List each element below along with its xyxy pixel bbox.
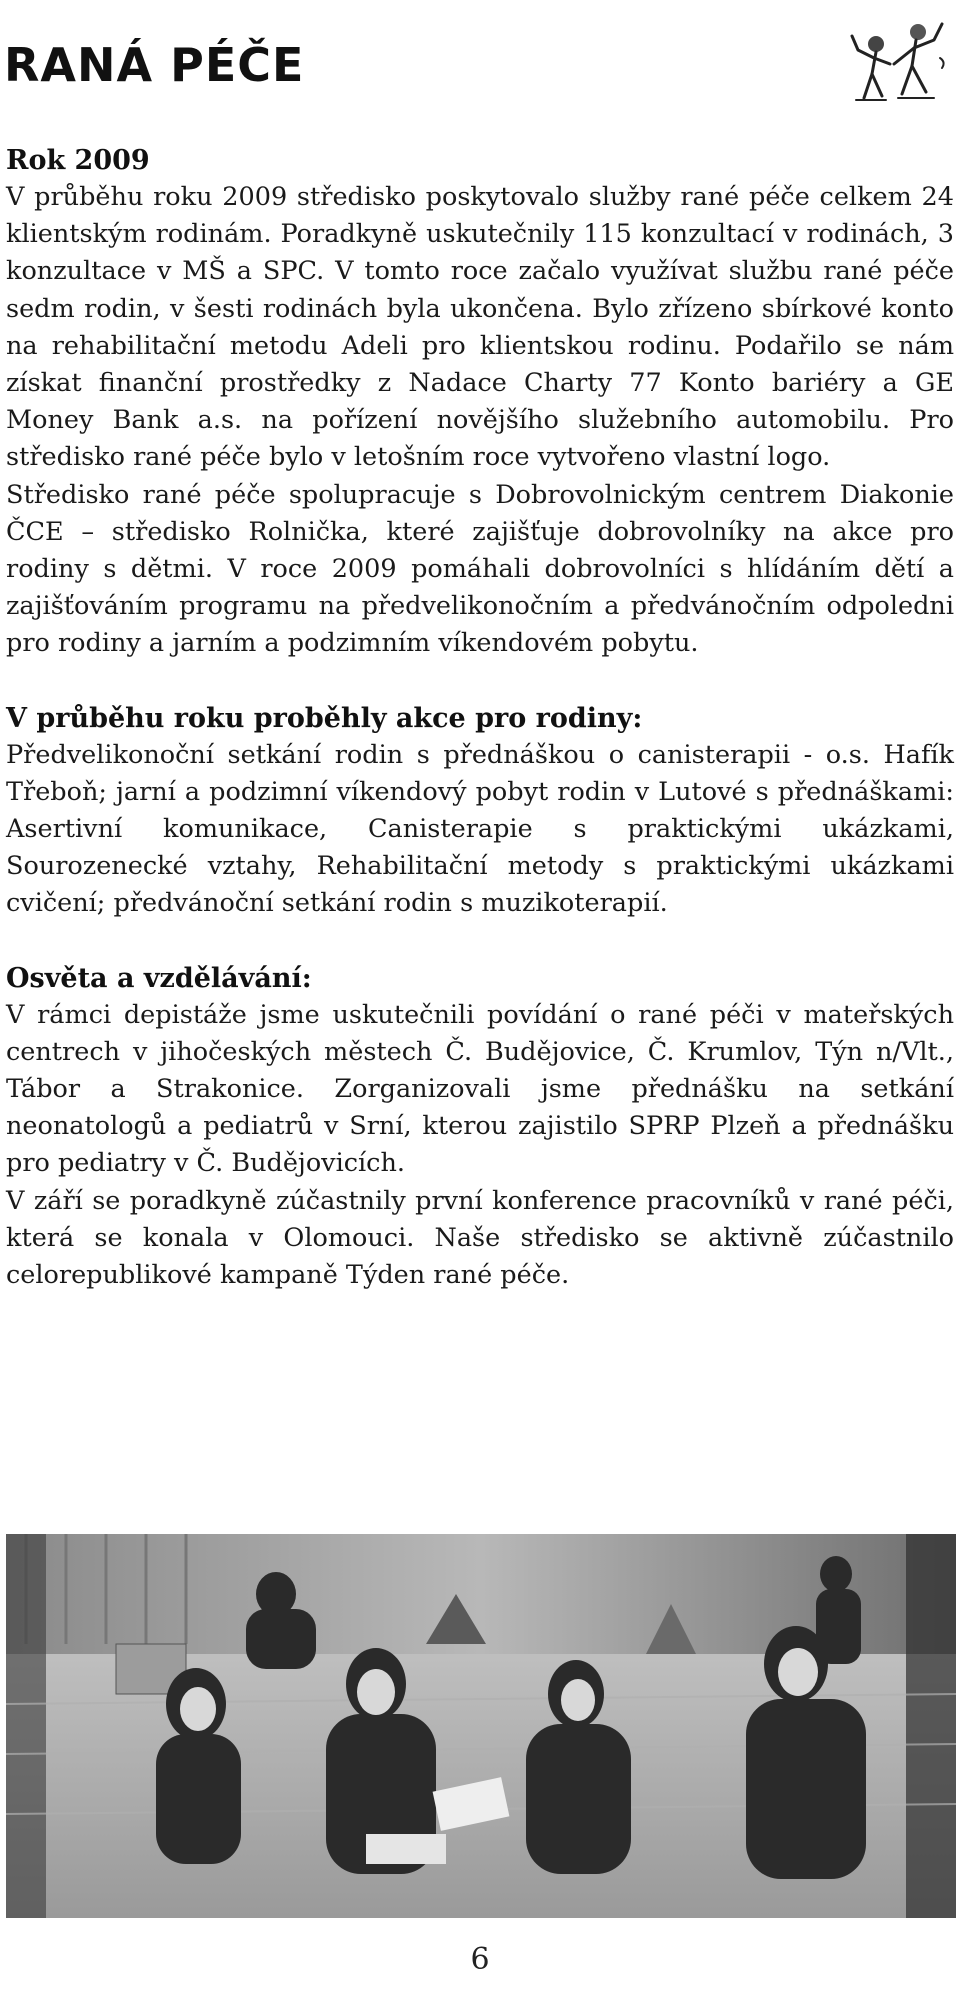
section-heading-akce: V průběhu roku proběhly akce pro rodiny: (6, 702, 643, 734)
group-photo-icon (6, 1534, 956, 1918)
paragraph-rok-1: V průběhu roku 2009 středisko poskytovalo služby rané péče celkem 24 klientským rodinám. Poradkyně uskutečnily 115 konzultací v rodinách, 3 konzultace v MŠ a SPC. V tomto roce začalo využívat službu rané péče sedm rodin, v šesti rodinách byla ukončena. Bylo zřízeno sbírkové konto na rehabilitační metodu Adeli pro klientskou rodinu. Podařilo se nám získat finanční prostředky z Nadace Charty 77 Konto bariéry a GE Money Bank a.s. na pořízení novějšího služebního automobilu. Pro středisko rané péče bylo v letošním roce vytvořeno vlastní logo. (6, 182, 954, 473)
dancing-figures-icon (842, 14, 954, 106)
paragraph-osveta-2: V září se poradkyně zúčastnily první konference pracovníků v rané péči, která se konala v Olomouci. Naše středisko se aktivně zúčastnilo celorepublikové kampaně Týden rané péče. (6, 1185, 954, 1291)
page-number: 6 (470, 1942, 490, 1977)
section-heading-rok: Rok 2009 (6, 145, 150, 176)
section-heading-osveta: Osvěta a vzdělávání: (6, 962, 312, 994)
paragraph-akce-1: Předvelikonoční setkání rodin s přednáškou o canisterapii - o.s. Hafík Třeboň; jarní a podzimní víkendový pobyt rodin v Lutové s přednáškami: Asertivní komunikace, Canisterapie s praktickými ukázkami, Sourozenecké vztahy, Rehabilitační metody s praktickými ukázkami cvičení; předvánoční setkání rodin s muzikoterapií. (6, 739, 954, 919)
paragraph-rok-2: Středisko rané péče spolupracuje s Dobrovolnickým centrem Diakonie ČCE – středisko Rolnička, které zajišťuje dobrovolníky na akce pro rodiny s dětmi. V roce 2009 pomáhali dobrovolníci s hlídáním dětí a zajišťováním programu na předvelikonočním a předvánočním odpoledni pro rodiny a jarním a podzimním víkendovém pobytu. (6, 479, 954, 659)
main-content (6, 142, 954, 1294)
paragraph-osveta-1: V rámci depistáže jsme uskutečnili povídání o rané péči v mateřských centrech v jihočeských městech Č. Budějovice, Č. Krumlov, Týn n/Vlt., Tábor a Strakonice. Zorganizovali jsme přednášku na setkání neonatologů a pediatrů v Srní, kterou zajistilo SPRP Plzeň a přednášku pro pediatry v Č. Budějovicích. (6, 999, 954, 1179)
page-title: RANÁ PÉČE (4, 38, 305, 92)
